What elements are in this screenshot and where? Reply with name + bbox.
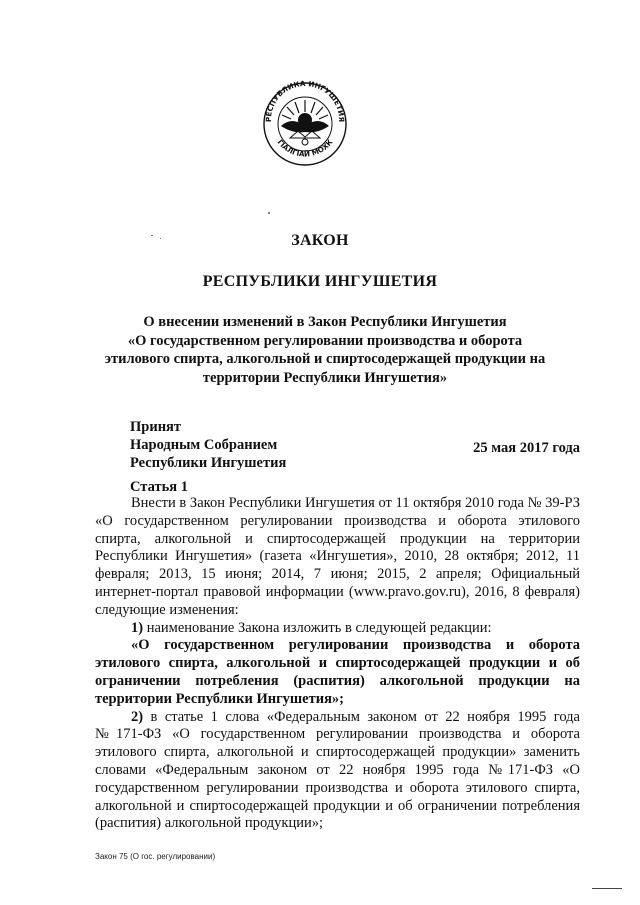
adoption-line: Принят (130, 419, 182, 435)
amendment-item-2 (95, 709, 580, 834)
scan-speck (268, 212, 270, 214)
adoption-date: 25 мая 2017 года (473, 440, 580, 456)
item-number: 1) (131, 619, 144, 636)
adoption-line: Республики Ингушетия (130, 455, 287, 471)
footer-filename: Закон 75 (О гос. регулировании) (95, 852, 216, 861)
adoption-line: Народным Собранием (130, 437, 278, 453)
scan-mark (592, 888, 622, 889)
svg-text:ГIАЛГIАЙ МОХК (276, 138, 335, 159)
law-subject (100, 313, 550, 387)
document-title: ЗАКОН (291, 232, 349, 249)
scan-speck (160, 238, 161, 239)
seal-bottom-text: ГIАЛГIАЙ МОХК (275, 137, 335, 159)
subject-line: О внесении изменений в Закон Республики Ингушетия (143, 314, 507, 330)
subject-line: этилового спирта, алкогольной и спиртосодержащей продукции на (104, 351, 546, 367)
item-text: наименование Закона изложить в следующей редакции: (143, 619, 492, 636)
item-text: в статье 1 слова «Федеральным законом от 22 ноября 1995 года №171-ФЗ «О государственном регулировании производства и оборота этилового спирта, алкогольной и спиртосодержащей продукции» заменить словами «Федеральным законом от 22 ноября 1995 года №171-ФЗ «О государственном регулировании производства и оборота этилового спирта, алкогольной и спиртосодержащей продукции и об ограничении потребления (распития) алкогольной продукции»; (95, 708, 580, 832)
seal-top-text: РЕСПУБЛИКА ИНГУШЕТИЯ (263, 78, 347, 123)
amendment-item-1 (95, 620, 580, 638)
article-body (95, 495, 580, 833)
adoption-block (130, 418, 286, 472)
scan-speck (151, 235, 153, 236)
subject-line: «О государственном регулировании производства и оборота (127, 332, 523, 349)
amendment-quote: «О государственном регулировании производства и оборота этилового спирта, алкогольной и спиртосодержащей продукции и об ограничении потребления (распития) алкогольной продукции на территории Республики Ингушетия»; (95, 637, 580, 707)
republic-emblem-icon (262, 60, 348, 180)
subject-line: территории Республики Ингушетия» (202, 369, 448, 386)
article-intro: Внести в Закон Республики Ингушетия от 11 октября 2010 года № 39-РЗ «О государственном регулировании производства и оборота этилового спирта, алкогольной и спиртосодержащей продукции на территории Республики Ингушетия» (газета «Ингушетия», 2010, 28 октября; 2012, 11 февраля; 2013, 15 июня; 2014, 7 июня; 2015, 2 апреля; Официальный интернет-портал правовой информации (www.pravo.gov.ru), 2016, 8 февраля) следующие изменения: (95, 495, 580, 618)
document-subtitle: РЕСПУБЛИКИ ИНГУШЕТИЯ (202, 273, 438, 290)
item-number: 2) (131, 708, 144, 725)
article-heading: Статья 1 (130, 479, 188, 495)
